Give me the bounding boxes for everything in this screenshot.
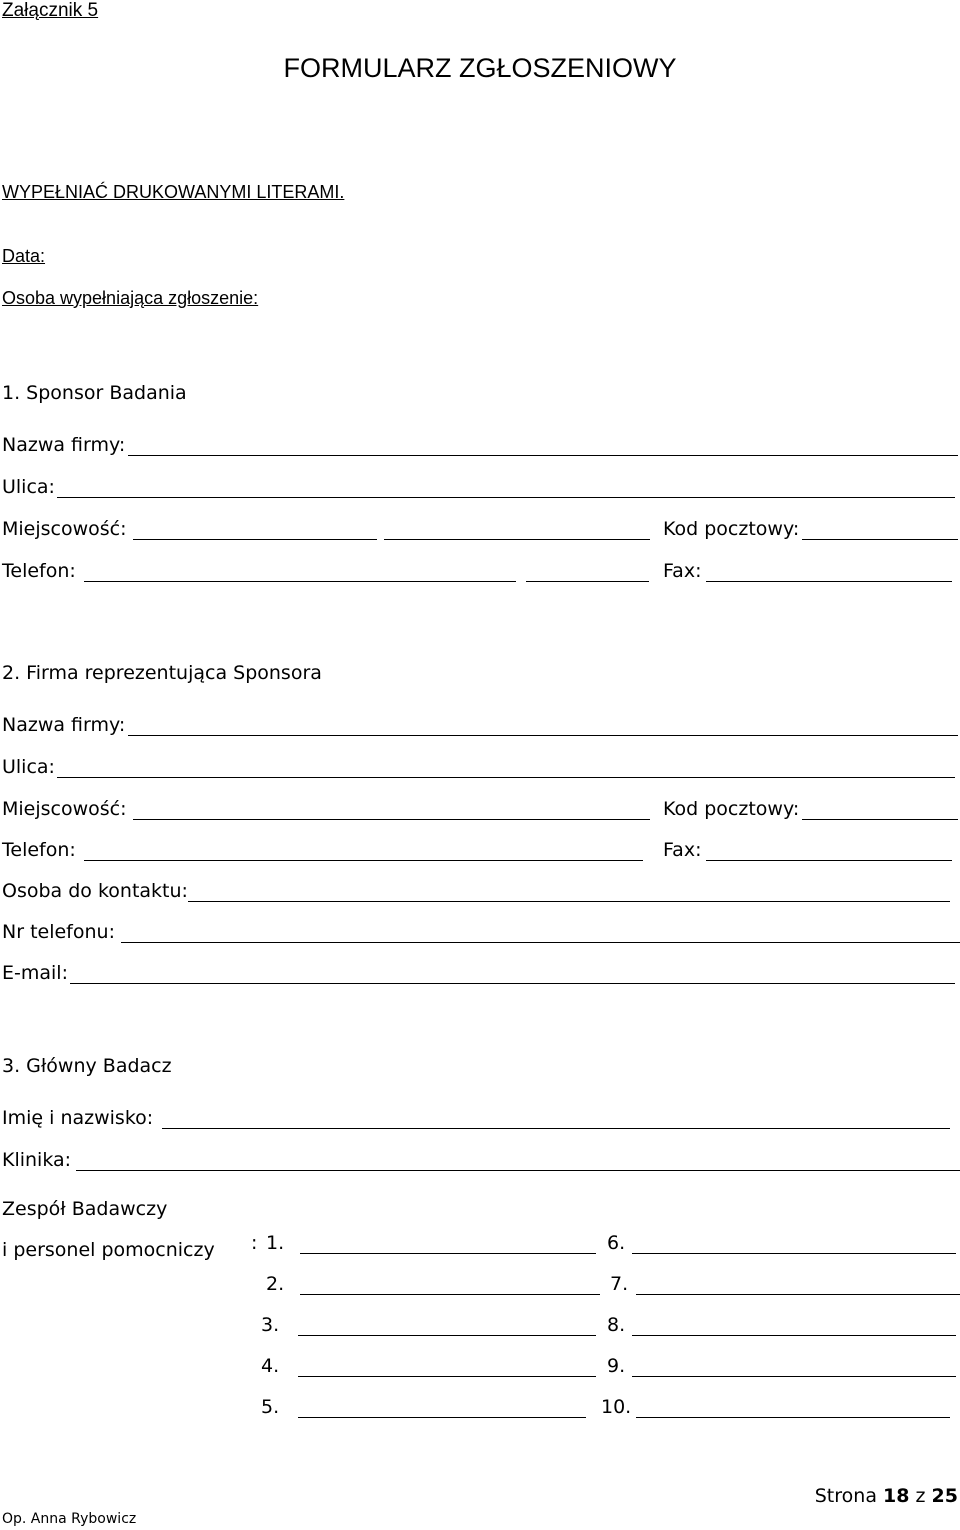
page-separator: z bbox=[915, 1485, 926, 1507]
s3-team-label-2: i personel pomocniczy bbox=[2, 1239, 215, 1261]
s3-team-member-10-field[interactable] bbox=[636, 1417, 950, 1418]
s1-phone-field-1[interactable] bbox=[84, 581, 516, 582]
s1-postal-code-label: Kod pocztowy: bbox=[663, 518, 800, 540]
s3-team-label-1: Zespół Badawczy bbox=[2, 1198, 168, 1220]
page-number bbox=[815, 1485, 958, 1507]
s2-contact-person-label: Osoba do kontaktu: bbox=[2, 880, 188, 902]
s2-city-field[interactable] bbox=[133, 819, 650, 820]
s3-name-field[interactable] bbox=[162, 1128, 950, 1129]
s2-company-name-label: Nazwa firmy: bbox=[2, 714, 126, 736]
page-prefix: Strona bbox=[814, 1485, 877, 1507]
s3-clinic-label: Klinika: bbox=[2, 1149, 72, 1171]
s3-team-number-5: 5. bbox=[261, 1396, 280, 1418]
s3-team-member-6-field[interactable] bbox=[632, 1253, 956, 1254]
filler-label: Osoba wypełniająca zgłoszenie: bbox=[2, 288, 259, 308]
author-label: Op. Anna Rybowicz bbox=[2, 1511, 137, 1527]
instructions-text: WYPEŁNIAĆ DRUKOWANYMI LITERAMI. bbox=[2, 182, 345, 202]
page-total: 25 bbox=[931, 1485, 958, 1507]
s2-phone-number-label: Nr telefonu: bbox=[2, 921, 115, 943]
s2-street-label: Ulica: bbox=[2, 756, 55, 778]
s2-contact-person-field[interactable] bbox=[188, 901, 950, 902]
s3-team-colon: : bbox=[251, 1232, 258, 1254]
page-current: 18 bbox=[883, 1485, 910, 1507]
s3-team-number-1: 1. bbox=[266, 1232, 285, 1254]
s1-city-field-1[interactable] bbox=[133, 539, 377, 540]
s3-team-number-4: 4. bbox=[261, 1355, 280, 1377]
s2-postal-code-field[interactable] bbox=[802, 819, 958, 820]
s2-fax-label: Fax: bbox=[663, 839, 702, 861]
s2-email-label: E-mail: bbox=[2, 962, 68, 984]
annex-label: Załącznik 5 bbox=[2, 0, 99, 21]
s2-phone-number-field[interactable] bbox=[121, 942, 960, 943]
s3-team-number-7: 7. bbox=[610, 1273, 629, 1295]
s2-street-field[interactable] bbox=[57, 777, 955, 778]
s3-team-member-7-field[interactable] bbox=[636, 1294, 960, 1295]
s3-clinic-field[interactable] bbox=[76, 1170, 960, 1171]
s1-company-name-field[interactable] bbox=[128, 455, 958, 456]
section1-heading: 1. Sponsor Badania bbox=[2, 382, 187, 404]
s2-phone-label: Telefon: bbox=[2, 839, 76, 861]
section3-heading: 3. Główny Badacz bbox=[2, 1055, 172, 1077]
s2-city-label: Miejscowość: bbox=[2, 798, 127, 820]
s3-team-number-3: 3. bbox=[261, 1314, 280, 1336]
s3-team-number-9: 9. bbox=[607, 1355, 626, 1377]
s3-team-member-9-field[interactable] bbox=[632, 1376, 956, 1377]
s1-company-name-label: Nazwa firmy: bbox=[2, 434, 126, 456]
form-title: FORMULARZ ZGŁOSZENIOWY bbox=[283, 53, 677, 83]
s1-fax-field[interactable] bbox=[706, 581, 952, 582]
s2-company-name-field[interactable] bbox=[128, 735, 958, 736]
s1-fax-label: Fax: bbox=[663, 560, 702, 582]
s3-team-number-2: 2. bbox=[266, 1273, 285, 1295]
s1-street-field[interactable] bbox=[57, 497, 955, 498]
s1-phone-label: Telefon: bbox=[2, 560, 76, 582]
s3-name-label: Imię i nazwisko: bbox=[2, 1107, 154, 1129]
section2-heading: 2. Firma reprezentująca Sponsora bbox=[2, 662, 322, 684]
s2-email-field[interactable] bbox=[70, 983, 955, 984]
s3-team-member-5-field[interactable] bbox=[298, 1417, 586, 1418]
s1-phone-field-2[interactable] bbox=[526, 581, 649, 582]
s2-fax-field[interactable] bbox=[706, 860, 952, 861]
s3-team-member-2-field[interactable] bbox=[300, 1294, 600, 1295]
s3-team-number-10: 10. bbox=[601, 1396, 632, 1418]
s1-street-label: Ulica: bbox=[2, 476, 55, 498]
s2-phone-field[interactable] bbox=[84, 860, 643, 861]
s3-team-number-8: 8. bbox=[607, 1314, 626, 1336]
s2-postal-code-label: Kod pocztowy: bbox=[663, 798, 800, 820]
s3-team-number-6: 6. bbox=[607, 1232, 626, 1254]
date-label: Data: bbox=[2, 246, 46, 266]
s3-team-member-3-field[interactable] bbox=[298, 1335, 596, 1336]
s3-team-member-1-field[interactable] bbox=[300, 1253, 596, 1254]
s3-team-member-8-field[interactable] bbox=[632, 1335, 956, 1336]
s1-city-field-2[interactable] bbox=[384, 539, 650, 540]
s1-city-label: Miejscowość: bbox=[2, 518, 127, 540]
s3-team-member-4-field[interactable] bbox=[298, 1376, 596, 1377]
s1-postal-code-field[interactable] bbox=[802, 539, 958, 540]
